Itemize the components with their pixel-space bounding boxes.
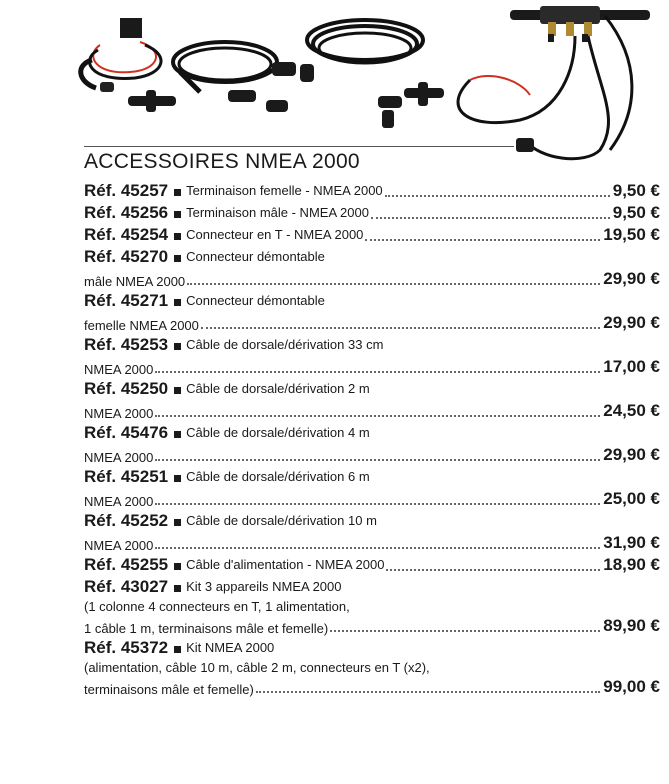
item-reference: Réf. 45252 xyxy=(84,511,169,530)
square-bullet-icon xyxy=(174,299,181,306)
catalog-item xyxy=(84,224,660,246)
item-description: Kit 3 appareils NMEA 2000 xyxy=(186,579,342,594)
catalog-item xyxy=(84,180,660,202)
item-price: 29,90 € xyxy=(603,445,660,464)
item-price: 17,00 € xyxy=(603,357,660,376)
item-description: Câble de dorsale/dérivation 6 m xyxy=(186,469,370,484)
leader-dots xyxy=(371,217,610,219)
title-rule xyxy=(84,146,514,147)
item-description: mâle NMEA 2000 xyxy=(84,274,186,289)
nmea-kit-image xyxy=(458,6,650,159)
item-line xyxy=(84,312,660,334)
catalog-item xyxy=(84,422,660,466)
item-description: Câble de dorsale/dérivation 4 m xyxy=(186,425,370,440)
square-bullet-icon xyxy=(174,189,181,196)
item-description: NMEA 2000 xyxy=(84,406,154,421)
item-price: 29,90 € xyxy=(603,313,660,332)
section-title: ACCESSOIRES NMEA 2000 xyxy=(84,150,360,173)
item-reference: Réf. 45255 xyxy=(84,555,169,574)
leader-dots xyxy=(155,459,600,461)
t-connector-image xyxy=(128,90,176,112)
item-line xyxy=(84,676,660,698)
item-line xyxy=(84,576,660,598)
catalog-item xyxy=(84,334,660,378)
item-line xyxy=(84,180,660,202)
item-description: 1 câble 1 m, terminaisons mâle et femelle) xyxy=(84,621,329,636)
coiled-cable-image xyxy=(300,20,444,128)
item-description: NMEA 2000 xyxy=(84,362,154,377)
item-line xyxy=(84,202,660,224)
item-description: Connecteur en T - NMEA 2000 xyxy=(186,227,364,242)
catalog-item xyxy=(84,637,660,698)
catalog-item xyxy=(84,378,660,422)
coiled-cable-image xyxy=(173,42,296,112)
item-description: Kit NMEA 2000 xyxy=(186,640,275,655)
item-line xyxy=(84,224,660,246)
item-line xyxy=(84,444,660,466)
catalog-item xyxy=(84,554,660,576)
item-price: 18,90 € xyxy=(603,555,660,574)
leader-dots xyxy=(155,547,600,549)
catalog-item xyxy=(84,290,660,334)
item-price: 29,90 € xyxy=(603,269,660,288)
item-description: (alimentation, câble 10 m, câble 2 m, connecteurs en T (x2), xyxy=(84,660,430,675)
item-line xyxy=(84,356,660,378)
catalog-item xyxy=(84,466,660,510)
item-line xyxy=(84,488,660,510)
item-line xyxy=(84,268,660,290)
item-description: Câble de dorsale/dérivation 2 m xyxy=(186,381,370,396)
square-bullet-icon xyxy=(174,431,181,438)
catalog-item xyxy=(84,246,660,290)
leader-dots xyxy=(386,569,600,571)
item-reference: Réf. 45372 xyxy=(84,638,169,657)
item-line xyxy=(84,554,660,576)
item-reference: Réf. 45476 xyxy=(84,423,169,442)
item-reference: Réf. 45250 xyxy=(84,379,169,398)
item-description: Câble d'alimentation - NMEA 2000 xyxy=(186,557,385,572)
item-line xyxy=(84,615,660,637)
item-line xyxy=(84,290,660,312)
item-reference: Réf. 43027 xyxy=(84,577,169,596)
item-line xyxy=(84,466,660,488)
item-reference: Réf. 45254 xyxy=(84,225,169,244)
catalog-list xyxy=(84,180,660,698)
square-bullet-icon xyxy=(174,585,181,592)
item-reference: Réf. 45270 xyxy=(84,247,169,266)
item-line xyxy=(84,659,660,676)
square-bullet-icon xyxy=(174,387,181,394)
item-description: NMEA 2000 xyxy=(84,494,154,509)
square-bullet-icon xyxy=(174,343,181,350)
item-line xyxy=(84,598,660,615)
item-description: femelle NMEA 2000 xyxy=(84,318,199,333)
item-reference: Réf. 45257 xyxy=(84,181,169,200)
item-line xyxy=(84,378,660,400)
item-line xyxy=(84,334,660,356)
item-description: Connecteur démontable xyxy=(186,249,325,264)
square-bullet-icon xyxy=(174,475,181,482)
item-reference: Réf. 45256 xyxy=(84,203,169,222)
item-price: 19,50 € xyxy=(603,225,660,244)
square-bullet-icon xyxy=(174,519,181,526)
square-bullet-icon xyxy=(174,255,181,262)
leader-dots xyxy=(155,415,600,417)
item-line xyxy=(84,637,660,659)
item-reference: Réf. 45253 xyxy=(84,335,169,354)
item-line xyxy=(84,422,660,444)
leader-dots xyxy=(201,327,600,329)
item-price: 99,00 € xyxy=(603,677,660,696)
item-description: NMEA 2000 xyxy=(84,538,154,553)
square-bullet-icon xyxy=(174,646,181,653)
square-bullet-icon xyxy=(174,233,181,240)
item-description: Câble de dorsale/dérivation 33 cm xyxy=(186,337,384,352)
catalog-item xyxy=(84,576,660,637)
leader-dots xyxy=(365,239,600,241)
leader-dots xyxy=(187,283,600,285)
item-description: Terminaison mâle - NMEA 2000 xyxy=(186,205,369,220)
leader-dots xyxy=(155,371,600,373)
leader-dots xyxy=(256,691,600,693)
item-reference: Réf. 45251 xyxy=(84,467,169,486)
item-line xyxy=(84,510,660,532)
item-price: 31,90 € xyxy=(603,533,660,552)
square-bullet-icon xyxy=(174,563,181,570)
item-description: (1 colonne 4 connecteurs en T, 1 alimentation, xyxy=(84,599,350,614)
power-cable-image xyxy=(81,18,161,92)
square-bullet-icon xyxy=(174,211,181,218)
item-price: 24,50 € xyxy=(603,401,660,420)
leader-dots xyxy=(155,503,600,505)
item-price: 9,50 € xyxy=(612,181,660,200)
item-price: 89,90 € xyxy=(603,616,660,635)
product-photo xyxy=(0,0,669,175)
catalog-item xyxy=(84,202,660,224)
item-description: Câble de dorsale/dérivation 10 m xyxy=(186,513,377,528)
item-line xyxy=(84,400,660,422)
item-price: 25,00 € xyxy=(603,489,660,508)
item-reference: Réf. 45271 xyxy=(84,291,169,310)
item-description: terminaisons mâle et femelle) xyxy=(84,682,254,697)
leader-dots xyxy=(330,630,600,632)
item-description: Connecteur démontable xyxy=(186,293,325,308)
item-price: 9,50 € xyxy=(612,203,660,222)
item-line xyxy=(84,532,660,554)
catalog-item xyxy=(84,510,660,554)
item-description: Terminaison femelle - NMEA 2000 xyxy=(186,183,383,198)
leader-dots xyxy=(385,195,610,197)
item-description: NMEA 2000 xyxy=(84,450,154,465)
item-line xyxy=(84,246,660,268)
